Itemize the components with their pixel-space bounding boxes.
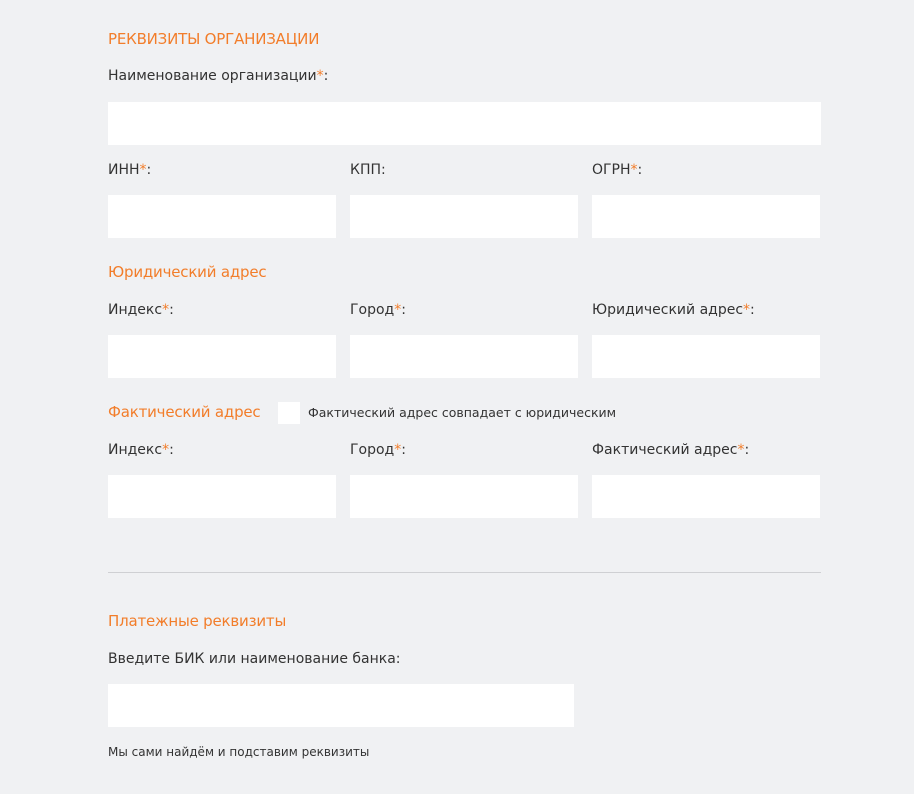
org-section-title: РЕКВИЗИТЫ ОРГАНИЗАЦИИ: [108, 30, 320, 48]
required-mark: *: [162, 302, 170, 318]
same-address-checkbox-label[interactable]: Фактический адрес совпадает с юридическим: [308, 405, 617, 420]
bank-search-hint: Мы сами найдём и подставим реквизиты: [108, 745, 370, 759]
actual-address-title: Фактический адрес: [108, 403, 261, 421]
legal-index-label: Индекс*:: [108, 302, 174, 318]
required-mark: *: [394, 442, 402, 458]
actual-address-label: Фактический адрес*:: [592, 442, 750, 458]
kpp-input[interactable]: [350, 195, 578, 238]
ogrn-input[interactable]: [592, 195, 820, 238]
required-mark: *: [737, 442, 745, 458]
actual-city-label: Город*:: [350, 442, 406, 458]
section-divider: [108, 572, 821, 573]
bank-search-label: Введите БИК или наименование банка:: [108, 651, 401, 667]
ogrn-label: ОГРН*:: [592, 162, 643, 178]
required-mark: *: [630, 162, 638, 178]
org-name-label: Наименование организации*:: [108, 68, 329, 84]
required-mark: *: [394, 302, 402, 318]
legal-address-label: Юридический адрес*:: [592, 302, 755, 318]
required-mark: *: [743, 302, 751, 318]
kpp-label: КПП:: [350, 162, 386, 178]
bank-search-input[interactable]: [108, 684, 574, 727]
legal-city-label: Город*:: [350, 302, 406, 318]
actual-index-label: Индекс*:: [108, 442, 174, 458]
same-address-checkbox[interactable]: [278, 402, 300, 424]
actual-city-input[interactable]: [350, 475, 578, 518]
org-name-input[interactable]: [108, 102, 821, 145]
legal-city-input[interactable]: [350, 335, 578, 378]
legal-index-input[interactable]: [108, 335, 336, 378]
inn-input[interactable]: [108, 195, 336, 238]
actual-address-input[interactable]: [592, 475, 820, 518]
legal-address-input[interactable]: [592, 335, 820, 378]
inn-label: ИНН*:: [108, 162, 152, 178]
actual-index-input[interactable]: [108, 475, 336, 518]
required-mark: *: [316, 68, 324, 84]
legal-address-title: Юридический адрес: [108, 263, 267, 281]
required-mark: *: [162, 442, 170, 458]
required-mark: *: [139, 162, 147, 178]
payment-section-title: Платежные реквизиты: [108, 612, 287, 630]
